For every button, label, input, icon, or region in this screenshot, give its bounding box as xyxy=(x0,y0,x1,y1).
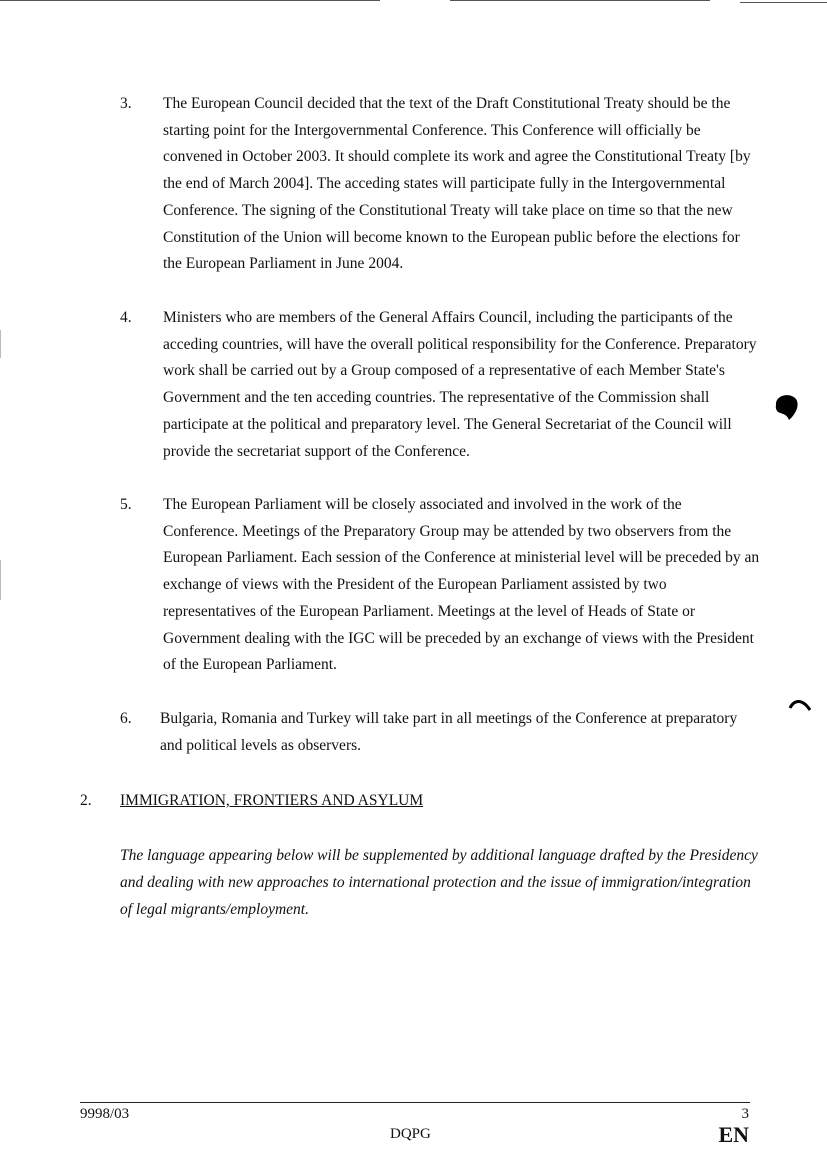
document-reference: 9998/03 xyxy=(80,1106,130,1122)
scan-top-line-left xyxy=(0,0,380,1)
item-text: The European Council decided that the text of the Draft Constitutional Treaty should be the starting point for the Intergovernmental Conference. This Conference will officially be convened in October 2003. It should complete its work and agree the Constitutional Treaty [by the end of March 2004]. The acceding states will participate fully in the Intergovernmental Conference. The signing of the Constitutional Treaty will take place on time so that the new Constitution of the Union will become known to the European public before the elections for the European Parliament in June 2004. xyxy=(163,95,751,273)
section-number: 2. xyxy=(80,792,92,809)
scan-top-line-right xyxy=(740,2,827,3)
item-number: 3. xyxy=(120,95,132,112)
item-text: The European Parliament will be closely associated and involved in the work of the Conference. Meetings of the Preparatory Group may be attended by two observers from the European Parliament. Each session of the Conference at ministerial level will be preceded by an exchange of views with the President of the European Parliament assisted by two representatives of the European Parliament. Meetings at the level of Heads of State or Government dealing with the IGC will be preceded by an exchange of views with the President of the European Parliament. xyxy=(163,496,760,674)
page-number: 3 xyxy=(741,1106,749,1122)
list-item-3 xyxy=(120,91,760,278)
item-text: Bulgaria, Romania and Turkey will take part in all meetings of the Conference at preparatory and political levels as observers. xyxy=(160,710,738,754)
scan-left-edge-lower xyxy=(0,560,1,600)
list-item-5 xyxy=(120,492,760,679)
footer-divider xyxy=(80,1102,750,1103)
staple-mark xyxy=(788,698,812,714)
scan-left-edge xyxy=(0,330,1,358)
list-item-6 xyxy=(120,706,760,759)
hole-punch-mark xyxy=(772,390,800,422)
department-code: DQPG xyxy=(390,1126,431,1142)
section-intro: The language appearing below will be supplemented by additional language drafted by the Presidency and dealing with new approaches to international protection and the issue of immigration/integration of legal migrants/employment. xyxy=(120,847,758,918)
scan-top-line-mid xyxy=(450,0,710,1)
item-text: Ministers who are members of the General Affairs Council, including the participants of the acceding countries, will have the overall political responsibility for the Conference. Preparatory work shall be carried out by a Group composed of a representative of each Member State's Government and the ten acceding countries. The representative of the Commission shall participate at the political and preparatory level. The General Secretariat of the Council will provide the secretariat support of the Conference. xyxy=(163,309,757,460)
list-item-4 xyxy=(120,305,760,465)
item-number: 4. xyxy=(120,309,132,326)
section-title: IMMIGRATION, FRONTIERS AND ASYLUM xyxy=(120,792,424,809)
language-code: EN xyxy=(718,1122,749,1147)
item-number: 5. xyxy=(120,496,132,513)
item-number: 6. xyxy=(120,710,132,727)
